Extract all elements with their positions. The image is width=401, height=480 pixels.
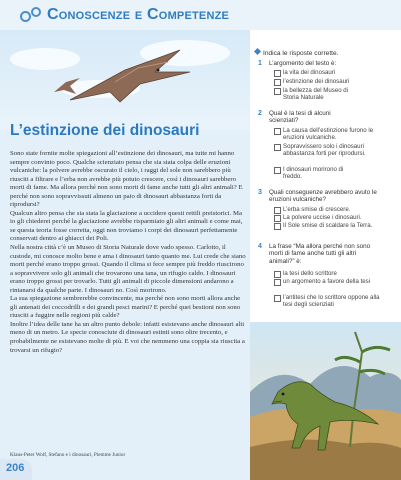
article-paragraph: Qualcun altro pensa che sia stata la glaciazione a uccidere questi rettili preistorici. Ma io gli chiederei perché la glaciazione avrebbe risparmiato gli altri animali e come mai, se questa teoria fosse corretta, oggi non troviamo i corpi dei dinosauri perfettamente conservati dentro ai ghiacci dei Poli. — [10, 209, 243, 243]
dinosaur-illustration — [250, 322, 401, 480]
checkbox-icon[interactable] — [274, 144, 281, 151]
gear-icon-small — [31, 7, 41, 17]
checkbox-icon[interactable] — [274, 79, 281, 86]
instruction-text: Indica le risposte corrette. — [263, 50, 339, 57]
section-title: Conoscenze e Competenze — [47, 6, 230, 23]
exercise-instruction — [255, 49, 339, 57]
checkbox-icon[interactable] — [274, 279, 281, 286]
article-paragraph: La sua spiegazione sembrerebbe convincente, ma perché non sono morti allora anche gli antenati dei coccodrilli e dei grandi pesci marini? E perché quei bestioni non sono riusciti a fuggire nelle regioni più calde? — [10, 295, 241, 320]
checkbox-icon[interactable] — [274, 295, 281, 302]
article-title: L’estinzione dei dinosauri — [10, 122, 200, 139]
question-stem: L’argomento del testo è: — [269, 60, 337, 67]
question-number: 1 — [258, 60, 262, 67]
page-number: 206 — [6, 462, 25, 474]
checkbox-icon[interactable] — [274, 271, 281, 278]
checkbox-icon[interactable] — [274, 223, 281, 230]
textbook-page: Conoscenze e Competenze L’estinzione dei dinosauri Sono state fornite molte spiegazioni all’estinzione dei dinosauri, ma tutte mi hanno sempre convinto poco. Qualche scienziato pensa che sia stata colpa delle eruzioni vulcaniche: la polvere avrebbe oscurato il cielo, i raggi del sole non sarebbero più riusciti a filtrare e l’erba non avrebbe più potuto crescere, così i dinosauri sarebbero morti di fame. Ma allora perché non sono morti di fame anche tutti gli altri animali? E perché non sono sopravvissuti almeno un paio di dinosauri abbastanza forti da riprodursi? Qualcun altro pensa che sia stata la glaciazione a uccidere questi rettili preistorici. Ma io gli chiederei perché la glaciazione avrebbe risparmiato gli altri animali e come mai, se questa teoria fosse corretta, oggi non troviamo i corpi dei dinosauri perfettamente conservati dentro ai ghiacci dei Poli. Nella nostra città c’è un Museo di Storia Naturale dove vado spesso. Carlotto, il custode, mi conosce molto bene e ama i dinosauri tanto quanto me. Lui crede che siano morti perché erano troppo grossi. Quando il clima si fece sempre più freddo riuscirono a sopravvivere solo gli animali che trovarono una tana, un rifugio caldo. I dinosauri erano troppo grossi per trovarlo. Tutti gli animali di piccole dimensioni andarono a rintanarsi da qualche parte. I dinosauri no. Così morirono. La sua spiegazione sembrerebbe convincente, ma perché non sono morti allora anche gli antenati dei coccodrilli e dei grandi pesci marini? E perché quei bestioni non sono riusciti a fuggire nelle regioni più calde? Inoltre l’idea delle tane ha un altro punto debole: infatti esistevano anche dinosauri alti meno di un metro. Le specie conosciute di dinosauri estinti sono oltre trecento, e probabilmente ne esistevano molte di più. E voi che nemmeno una coppia sia riuscita a trovarsi un rifugio? Klaus-Peter Wolf, Stefano e i dinosauri, Piemme Junior 206 Indica le risposte corrette. 1 L’argomento del testo è: la vita dei dinosauri l’estinzione dei dinosauri la bellezza del Museo di Storia Naturale 2 Qual è la tesi di alcuni scienziati? La causa dell’estinzione furono le eruzioni vulcaniche. Sopravvissero solo i dinosauri abbastanza forti per riprodursi. I dinosauri morirono di freddo. 3 Quali conseguenze avrebbero avuto le eruzioni vulcaniche? L’erba smise di crescere. La polvere uccise i dinosauri. Il Sole smise di scaldare la Terra. 4 La frase “Ma allora perché non sono morti di fame anche tutti gli altri animali?” è: la tesi dello scrittore un argomento a favore della tesi l’antitesi che lo scrittore oppone alla tesi degli scienziati — [0, 0, 401, 480]
diamond-bullet-icon — [254, 48, 261, 55]
article-paragraph: Inoltre l’idea delle tane ha un altro punto debole: infatti esistevano anche dinosauri alti meno di un metro. Le specie conosciute di dinosauri estinti sono oltre trecento, e probabilmente ne esistevano molte di più. E voi che nemmeno una coppia sia riuscita a trovarsi un rifugio? — [10, 320, 245, 354]
question-number: 3 — [258, 189, 262, 196]
question-stem: Qual è la tesi di alcuni scienziati? — [269, 110, 331, 125]
checkbox-icon[interactable] — [274, 70, 281, 77]
checkbox-icon[interactable] — [274, 215, 281, 222]
checkbox-icon[interactable] — [274, 207, 281, 214]
pterodactyl-small-illustration — [52, 72, 82, 102]
checkbox-icon[interactable] — [274, 88, 281, 95]
page-number-tab — [0, 459, 32, 480]
checkbox-icon[interactable] — [274, 167, 281, 174]
question-stem: Quali conseguenze avrebbero avuto le eruzioni vulcaniche? — [269, 189, 377, 204]
article-paragraph: Nella nostra città c’è un Museo di Storia Naturale dove vado spesso. Carlotto, il custode, mi conosce molto bene e ama i dinosauri tanto quanto me. Lui crede che siano morti perché erano troppo grossi. Quando il clima si fece sempre più freddo riuscirono a sopravvivere solo gli animali che trovarono una tana, un rifugio caldo. I dinosauri erano troppo grossi per trovarlo. Tutti gli animali di piccole dimensioni andarono a rintanarsi da qualche parte. I dinosauri no. Così morirono. — [10, 244, 246, 294]
article-paragraph: Sono state fornite molte spiegazioni all’estinzione dei dinosauri, ma tutte mi hanno sempre convinto poco. Qualche scienziato pensa che sia stata colpa delle eruzioni vulcaniche: la polvere avrebbe oscurato il cielo, i raggi del sole non sarebbero più riusciti a filtrare e l’erba non avrebbe più potuto crescere, così i dinosauri sarebbero morti di fame. Ma allora perché non sono morti di fame anche tutti gli altri animali? E perché non sono sopravvissuti almeno un paio di dinosauri abbastanza forti da riprodursi? — [10, 150, 243, 209]
source-citation: Klaus-Peter Wolf, Stefano e i dinosauri, Piemme Junior — [10, 452, 126, 458]
checkbox-icon[interactable] — [274, 128, 281, 135]
question-stem: La frase “Ma allora perché non sono morti di fame anche tutti gli altri animali?” è: — [269, 243, 371, 265]
gear-icon — [20, 11, 31, 22]
question-number: 2 — [258, 110, 262, 117]
question-number: 4 — [258, 243, 262, 250]
page-header — [0, 0, 401, 30]
article-body — [10, 150, 248, 355]
